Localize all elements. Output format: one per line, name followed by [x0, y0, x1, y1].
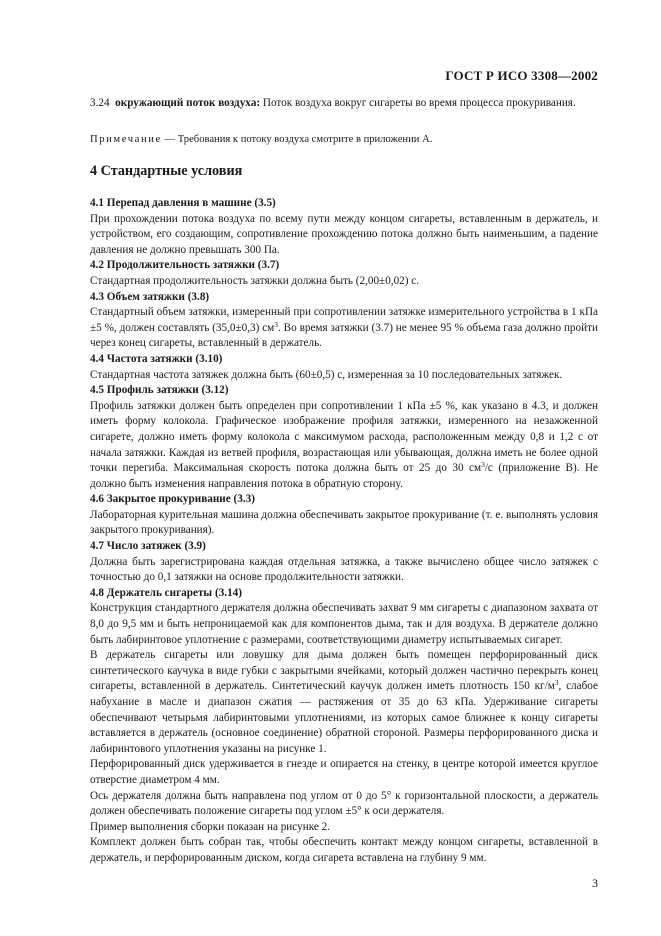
term: окружающий поток воздуха: — [115, 97, 261, 109]
clause-4-1-title: 4.1 Перепад давления в машине (3.5) — [90, 197, 276, 209]
superscript: 3 — [481, 460, 485, 470]
clause-number: 3.24 — [90, 97, 110, 109]
section-4-title: 4 Стандартные условия — [90, 163, 243, 179]
superscript: 3 — [554, 678, 559, 688]
clause-4-6-title: 4.6 Закрытое прокуривание (3.3) — [90, 493, 255, 506]
clause-4-8-p2 — [90, 648, 598, 757]
clause-4-4-body: Стандартная частота затяжек должна быть (60±0,5) с, измеренная за 10 последовательных затяжек. — [90, 368, 563, 381]
clause-4-7-title: 4.7 Число затяжек (3.9) — [90, 540, 206, 553]
clause-4-6-body: Лабораторная курительная машина должна обеспечивать закрытое прокуривание (т. е. выполнять условия закрытого прокуривания). — [90, 508, 598, 537]
clause-4-7-body: Должна быть зарегистрирована каждая отдельная затяжка, а также вычислено общее число затяжек с точностью до 0,1 затяжки на основе продолжительности затяжки. — [90, 555, 598, 584]
clause-4-5-title: 4.5 Профиль затяжки (3.12) — [90, 384, 229, 397]
clause-3-24-body — [90, 96, 598, 112]
clause-4-8-p6: Комплект должен быть собран так, чтобы обеспечить контакт между концом сигареты, вставленной в держатель, и перфорированным диском, когда сигарета вставлена на глубину 9 мм. — [90, 836, 598, 864]
clause-4-1-body: При прохождении потока воздуха по всему пути между концом сигареты, вставленным в держатель, и устройством, его создающим, сопротивление прохождению потока должно быть наименьшим, а падение давления не должно превышать 300 Па. — [90, 212, 598, 256]
clause-4-8-title: 4.8 Держатель сигареты (3.14) — [90, 586, 242, 599]
note — [90, 132, 598, 148]
note-label: Примечание — [90, 134, 162, 145]
clause-4-5-text-b: /с (приложение В). Не должно быть изменения направления потока в обратную сторону. — [90, 462, 598, 490]
superscript: 3 — [274, 319, 279, 329]
clause-4-8-p4: Ось держателя должна быть направлена под углом от 0 до 5° к горизонтальной плоскости, а держатель должен обеспечивать положение сигареты под углом ±5° к оси держателя. — [90, 789, 598, 818]
clause-4-8-p5: Пример выполнения сборки показан на рисунке 2. — [90, 820, 331, 833]
definition: Поток воздуха вокруг сигареты во время процесса прокуривания. — [260, 97, 576, 109]
page-number: 3 — [592, 876, 598, 890]
clause-4-5-text-a: Профиль затяжки должен быть определен при сопротивлении 1 кПа ±5 %, как указано в 4.3, и должен иметь форму колокола. Графическое изображение профиля затяжки, измеренного на незажженной сигарете, должно иметь форму колокола с максимумом расхода, расположенным между 0,8 и 1,2 с от начала затяжки. Каждая из ветвей профиля, возрастающая или убывающая, должна иметь не более одной точки перегиба. Максимальная скорость потока должна быть от 25 до 30 см — [90, 399, 598, 475]
clause-4-3-body — [90, 305, 598, 352]
clause-4-8-p2-text-a: В держатель сигареты или ловушку для дыма должен быть помещен перфорированный диск синтетического каучука в виде губки с закрытыми ячейками, который должен частично перекрыть конец сигареты, вставленной в держатель. Синтетический каучук должен иметь плотность 150 кг/м — [90, 649, 598, 693]
clause-3-24 — [90, 96, 598, 112]
clause-4-4-title: 4.4 Частота затяжки (3.10) — [90, 352, 223, 365]
section-4-body — [90, 196, 598, 867]
clause-4-3-title: 4.3 Объем затяжки (3.8) — [90, 290, 210, 303]
clause-4-3-text-b: . Во время затяжки (3.7) не менее 95 % объема газа должно пройти через конец сигареты, вставленный в держатель. — [90, 321, 598, 350]
note-text: — Требования к потоку воздуха смотрите в приложении А. — [161, 134, 433, 145]
document-header-id: ГОСТ Р ИСО 3308—2002 — [445, 68, 598, 83]
clause-4-8-p1: Конструкция стандартного держателя должна обеспечивать захват 9 мм сигареты с диапазоном захвата от 8,0 до 9,5 мм и быть непроницаемой как для компонентов дыма, так и для воздуха. В держателе должно быть лабиринтовое уплотнение с размерами, соответствующими диаметру испытываемых сигарет. — [90, 602, 598, 646]
clause-4-2-body: Стандартная продолжительность затяжки должна быть (2,00±0,02) с. — [90, 274, 420, 287]
clause-4-8-p3: Перфорированный диск удерживается в гнезде и опирается на стенку, в центре которой имеется круглое отверстие диаметром 4 мм. — [90, 758, 598, 786]
clause-4-5-body — [90, 399, 598, 493]
clause-4-3-text-a: Стандартный объем затяжки, измеренный при сопротивлении затяжке измерительного устройства в 1 кПа ±5 %, должен составлять (35,0±0,3) см — [90, 306, 598, 334]
clause-4-2-title: 4.2 Продолжительность затяжки (3.7) — [90, 259, 280, 272]
clause-4-8-p2-text-b: , слабое набухание в масле и диапазон сжатия — растяжения от 35 до 63 кПа. Удерживание сигареты обеспечивают четырьмя лабиринтовыми уплотнениями, из которых самое ближнее к концу сигареты вставляется в держатель (основное соединение) обратной стороной. Размеры перфорированного диска и лабиринтового уплотнения указаны на рисунке 1. — [90, 680, 598, 755]
